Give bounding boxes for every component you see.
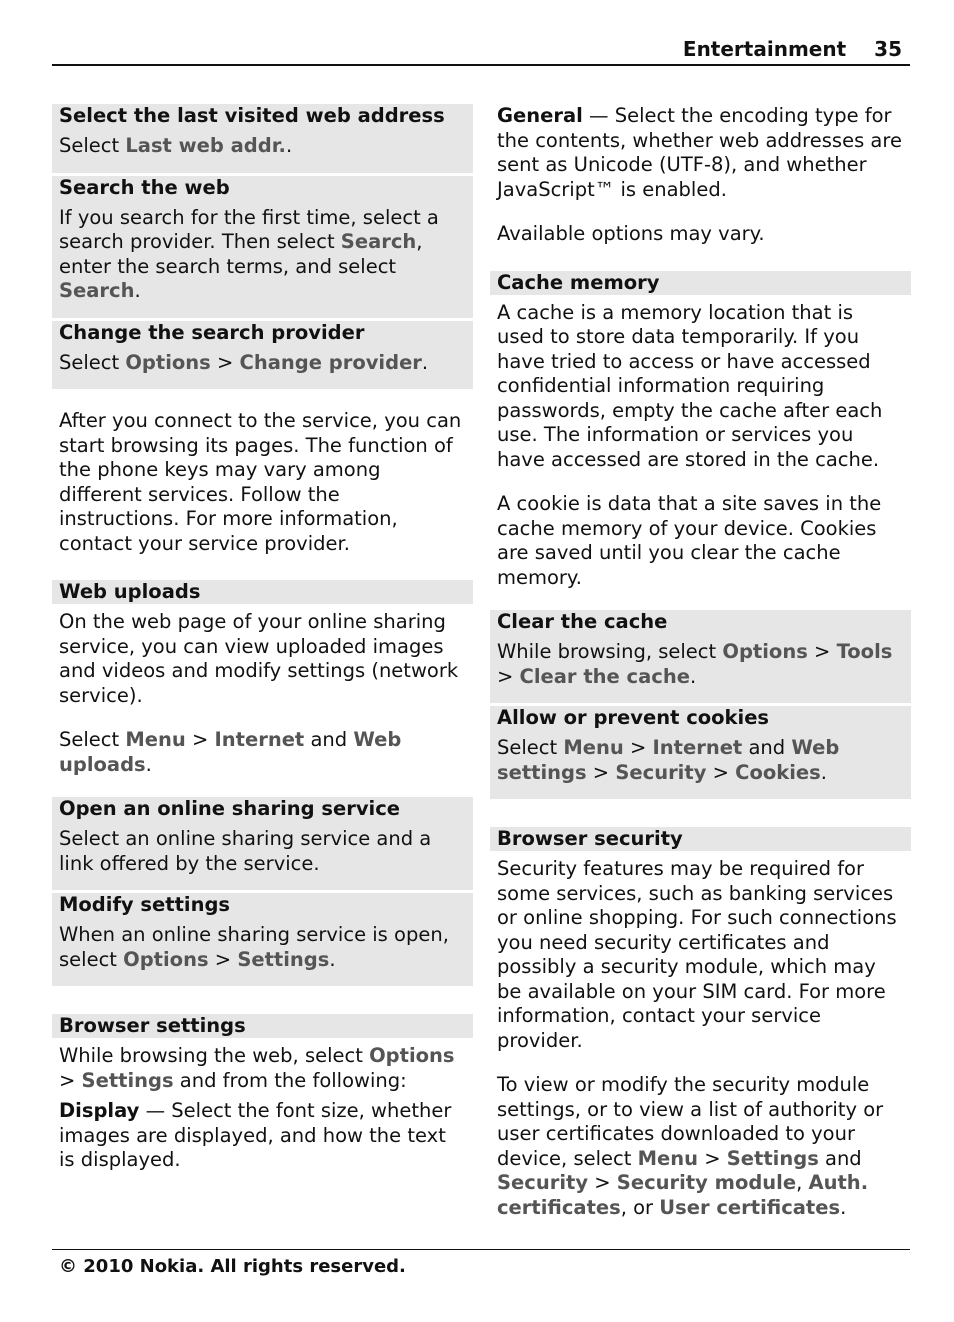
running-head: [683, 35, 902, 63]
ui-term-internet: Internet: [652, 736, 743, 759]
ui-term-user-certificates: User certificates: [659, 1195, 841, 1219]
term-general: General: [497, 104, 583, 127]
tip-box-open-sharing-service: [52, 797, 473, 890]
ui-term-settings: Settings: [81, 1068, 174, 1092]
left-column: [52, 104, 473, 1193]
body-paragraph: Available options may vary.: [497, 222, 765, 245]
ui-term-menu: Menu: [125, 728, 186, 751]
tip-body: Select Menu > Internet and Web settings > Security > Cookies.: [497, 736, 840, 784]
ui-term-security: Security: [615, 760, 707, 784]
ui-term-menu: Menu: [637, 1146, 698, 1170]
term-display: Display: [59, 1099, 140, 1122]
page-header: [52, 34, 910, 66]
ui-term-auth-certificates: Auth. certificates: [497, 1171, 869, 1219]
ui-term-web-uploads: Web uploads: [59, 728, 402, 776]
tip-box-clear-cache: [490, 610, 911, 703]
body-paragraph: A cache is a memory location that is used to store data temporarily. If you have tried to access or have accessed confidential information requiring passwords, empty the cache after each use. The information or services you have accessed are stored in the cache.: [497, 300, 883, 471]
ui-term-last-web-addr: Last web addr.: [125, 134, 286, 157]
ui-term-menu: Menu: [563, 736, 624, 759]
tip-box-cookies: [490, 706, 911, 799]
ui-term-internet: Internet: [214, 728, 305, 751]
ui-term-options: Options: [722, 640, 808, 663]
ui-term-security-module: Security module: [616, 1171, 797, 1194]
body-paragraph: While browsing the web, select Options > Settings and from the following:: [59, 1044, 455, 1092]
tip-box-last-web-address: [52, 104, 473, 173]
ui-term-cookies: Cookies: [735, 760, 821, 784]
tip-title: Change the search provider: [59, 320, 365, 344]
body-paragraph: Security features may be required for some services, such as banking services or online shopping. For such connections you need security certificates and possibly a security module, which may be available on your SIM card. For more information, contact your service provider.: [497, 857, 897, 1052]
section-title: Entertainment: [682, 37, 847, 61]
ui-term-search: Search: [340, 230, 417, 253]
ui-term-change-provider: Change provider: [239, 350, 422, 374]
ui-term-web-settings: Web settings: [497, 736, 840, 784]
tip-title: Modify settings: [59, 893, 231, 916]
tip-title: Open an online sharing service: [59, 797, 401, 820]
tip-box-modify-settings: [52, 893, 473, 986]
tip-body: If you search for the first time, select a search provider. Then select Search, enter the search terms, and select Search.: [59, 205, 439, 302]
definition-general: General — Select the encoding type for the contents, whether web addresses are sent as Unicode (UTF-8), and whether JavaScript™ is enabled.: [497, 104, 902, 201]
ui-term-options: Options: [123, 947, 209, 971]
page-number: 35: [874, 37, 902, 61]
tip-title: Search the web: [59, 175, 230, 199]
ui-term-settings: Settings: [237, 947, 330, 971]
section-heading-browser-settings: Browser settings: [52, 1014, 473, 1038]
ui-term-settings: Settings: [726, 1146, 819, 1170]
copyright-notice: © 2010 Nokia. All rights reserved.: [59, 1256, 406, 1277]
body-paragraph: Select Menu > Internet and Web uploads.: [59, 728, 402, 776]
ui-term-search: Search: [59, 279, 135, 302]
definition-display: Display — Select the font size, whether images are displayed, and how the text is displayed.: [59, 1099, 452, 1171]
body-paragraph: A cookie is data that a site saves in the cache memory of your device. Cookies are saved until you clear the cache memory.: [497, 492, 882, 589]
ui-term-security: Security: [497, 1171, 589, 1194]
ui-term-tools: Tools: [836, 640, 893, 663]
tip-body: When an online sharing service is open, select Options > Settings.: [59, 923, 449, 971]
ui-term-options: Options: [125, 350, 211, 374]
section-heading-web-uploads: Web uploads: [52, 580, 473, 604]
tip-body: Select Last web addr..: [59, 134, 293, 157]
body-paragraph: On the web page of your online sharing service, you can view uploaded images and videos and modify settings (network service).: [59, 610, 459, 707]
ui-term-options: Options: [369, 1044, 455, 1067]
page-footer: [52, 1249, 910, 1278]
tip-body: Select Options > Change provider.: [59, 350, 429, 374]
tip-box-search-web: [52, 176, 473, 318]
tip-body: Select an online sharing service and a link offered by the service.: [59, 827, 432, 875]
body-paragraph: After you connect to the service, you can start browsing its pages. The function of the phone keys may vary among different services. Follow the instructions. For more information, contact your service provider.: [59, 409, 462, 555]
ui-term-clear-the-cache: Clear the cache: [519, 664, 690, 688]
body-paragraph: To view or modify the security module settings, or to view a list of authority or user certificates downloaded to your device, select Menu > Settings and Security > Security module, Auth. certificates, or User certificates.: [497, 1073, 884, 1219]
tip-body: While browsing, select Options > Tools > Clear the cache.: [497, 640, 893, 688]
section-heading-browser-security: Browser security: [490, 827, 911, 851]
tip-title: Clear the cache: [497, 610, 668, 633]
tip-box-change-search-provider: [52, 321, 473, 390]
tip-title: Select the last visited web address: [59, 104, 445, 127]
tip-title: Allow or prevent cookies: [497, 706, 770, 729]
right-column: [490, 104, 911, 1240]
section-heading-cache-memory: Cache memory: [490, 271, 911, 295]
